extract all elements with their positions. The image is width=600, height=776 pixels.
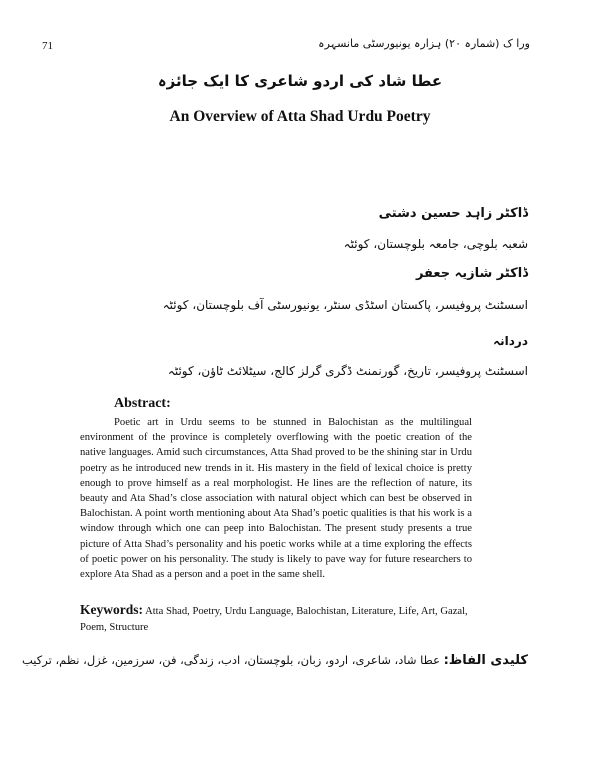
abstract-body: Poetic art in Urdu seems to be stunned in Balochistan as the multilingual environment of the province is completely overflowing with the poetic creation of the native languages. Amid such circumstances, Atta Shad proved to be the shining star in Urdu poetry as he introduced new trends in it. His mastery in the field of lexical choice is pretty enough to prove himself as a real morphologist. He lines are the reflection of nature, its beauty and Ata Shad’s close association with natural object which can best be observed in Balochistan. A point worth mentioning about Ata Shad’s poetic qualities is that his work is a window through which one can peep into Balochistan. The present study presents a true picture of Atta Shad’s personality and his poetic works while at a time exploring the effects of poetic power on his personality. The study is likely to pave way for future researchers to explore Ata Shad as a person and a poet in the same shell. [80,417,472,581]
author-2-affiliation: اسسٹنٹ پروفیسر، پاکستان اسٹڈی سنٹر، یونیورسٹی آف بلوچستان، کوئٹہ [162,298,528,312]
author-1-affiliation: شعبہ بلوچی، جامعہ بلوچستان، کوئٹہ [343,237,528,251]
urdu-keywords-text: عطا شاد، شاعری، اردو، زبان، بلوچستان، ادب، زندگی، فن، سرزمین، غزل، نظم، ترکیب [22,653,440,667]
keywords-label: Keywords: [80,602,143,617]
keywords-text: Atta Shad, Poetry, Urdu Language, Balochistan, Literature, Life, Art, Gazal, Poem, Structure [80,606,468,633]
abstract-heading: Abstract: [114,396,171,411]
urdu-keywords-label: کلیدی الفاظ: [443,653,528,668]
urdu-title: عطا شاد کی اردو شاعری کا ایک جائزہ [157,72,443,90]
urdu-keywords [22,653,528,668]
keywords [80,602,480,636]
author-3-name: دردانہ [493,334,528,348]
author-2-name: ڈاکٹر شازیہ جعفر [415,266,528,281]
author-1-name: ڈاکٹر زاہد حسین دشتی [378,206,528,221]
running-head: ورا ک (شمارہ ۲۰) ہزارہ یونیورسٹی مانسہرہ [318,37,530,50]
page-number: 71 [42,40,53,52]
author-3-affiliation: اسسٹنٹ پروفیسر، تاریخ، گورنمنٹ ڈگری گرلز کالج، سیٹلائٹ ٹاؤن، کوئٹہ [167,364,528,378]
english-title: An Overview of Atta Shad Urdu Poetry [169,108,431,125]
